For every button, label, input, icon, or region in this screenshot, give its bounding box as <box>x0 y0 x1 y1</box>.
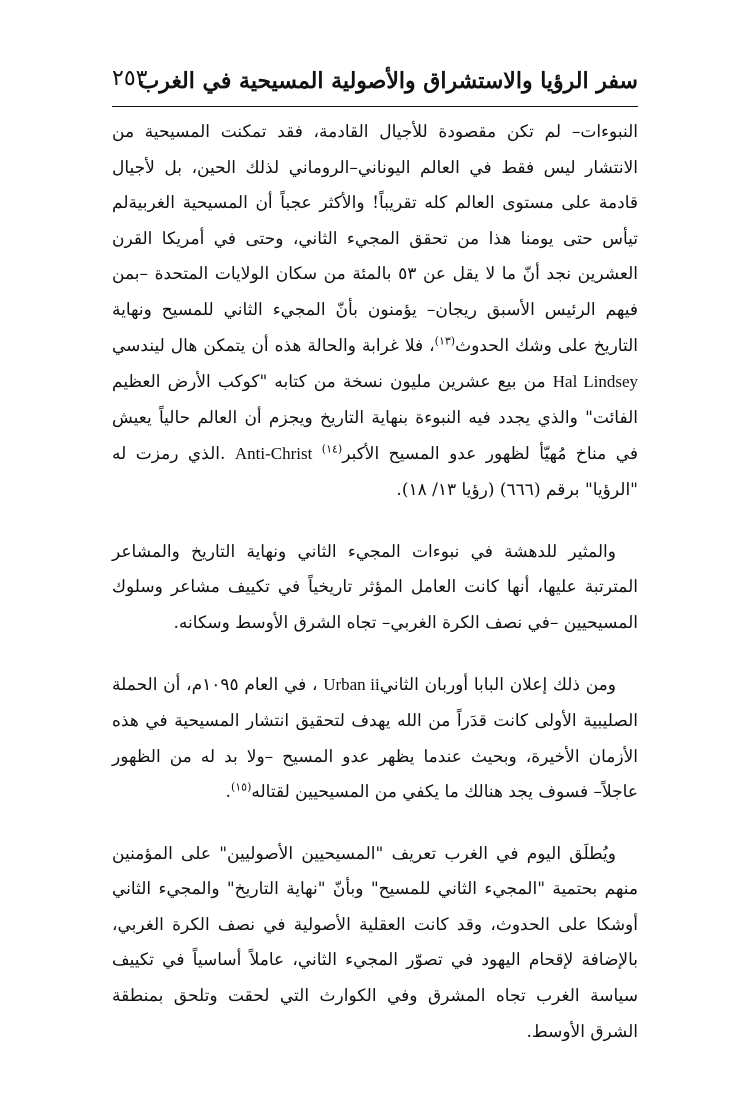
paragraph-1 <box>112 115 638 509</box>
latin-term-hal-lindsey: Hal Lindsey <box>552 372 638 392</box>
footnote-ref-15: (١٥) <box>230 780 252 794</box>
paragraph-3 <box>112 667 638 810</box>
paragraph-1-text-d: .الذي رمزت له "الرؤيا" برقم (٦٦٦) (رؤيا ١٣/ ١٨). <box>112 444 638 500</box>
paragraph-3-text-c: . <box>225 782 231 803</box>
paragraph-3-text-b: ، في العام ١٠٩٥م، أن الحملة الصليبية الأولى كانت قدَراً من الله يهدف لتحقيق انتشار المسيحية في هذه الأزمان الأخيرة، وبحيث عندما يظهر عدو المسيح –ولا بد له من الظهور عاجلاً– فسوف يجد هنالك ما يكفي من المسيحيين لقتاله <box>112 675 638 803</box>
running-title: سفر الرؤيا والاستشراق والأصولية المسيحية في الغرب <box>138 68 638 94</box>
paragraph-1-text-a: النبوءات– لم تكن مقصودة للأجيال القادمة، فقد تمكنت المسيحية من الانتشار ليس فقط في العالم اليوناني–الروماني لذلك الحين، بل لأجيال قادمة على مستوى العالم كله تقريباً! والأكثر عجباً أن المسيحية الغربيةلم تيأس حتى يومنا هذا من تحقق المجيء الثاني، وحتى في أمريكا القرن العشرين نجد أنّ ما لا يقل عن ٥٣ بالمئة من سكان الولايات المتحدة –بمن فيهم الرئيس الأسبق ريجان– يؤمنون بأنّ المجيء الثاني للمسيح ونهاية التاريخ على وشك الحدوث <box>112 122 639 356</box>
paragraph-2: والمثير للدهشة في نبوءات المجيء الثاني ونهاية التاريخ والمشاعر المترتبة عليها، أنها كانت العامل المؤثر تاريخياً في تكييف مشاعر وسلوك المسيحيين –في نصف الكرة الغربي– تجاه الشرق الأوسط وسكانه. <box>112 541 638 633</box>
paragraph-3-text-a: ومن ذلك إعلان البابا أوربان الثاني <box>379 675 616 696</box>
paragraph-1-text-b: ، فلا غرابة والحالة هذه أن يتمكن هال ليندسي <box>112 335 435 356</box>
body-text <box>112 115 638 1076</box>
paragraph-1-text-c: من بيع عشرين مليون نسخة من كتابه "كوكب الأرض العظيم الفائت" والذي يجدد فيه النبوءة بنهاية التاريخ ويجزم أن العالم حالياً يعيش في مناخ مُهيّأ لظهور عدو المسيح الأكبر <box>112 372 639 465</box>
footnote-ref-13: (١٣) <box>434 333 456 347</box>
running-header <box>112 60 638 108</box>
page-number: ٢٥٣ <box>112 66 148 91</box>
paragraph-4: ويُطلَق اليوم في الغرب تعريف "المسيحيين الأصوليين" على المؤمنين منهم بحتمية "المجيء الثاني للمسيح" وبأنّ "نهاية التاريخ" والمجيء الثاني أوشكا على الحدوث، وقد كانت العقلية الأصولية في نصف الكرة الغربي، بالإضافة لإقحام اليهود في تصوّر المجيء الثاني، عاملاً أساسياً في تكييف سياسة الغرب تجاه المشرق وفي الكوارث التي لحقت وتلحق بمنطقة الشرق الأوسط. <box>112 843 638 1042</box>
footnote-ref-14: (١٤) <box>321 442 343 456</box>
latin-term-anti-christ: Anti-Christ <box>234 444 313 464</box>
header-divider <box>112 106 638 107</box>
latin-term-urban-ii: Urban ii <box>323 675 380 695</box>
